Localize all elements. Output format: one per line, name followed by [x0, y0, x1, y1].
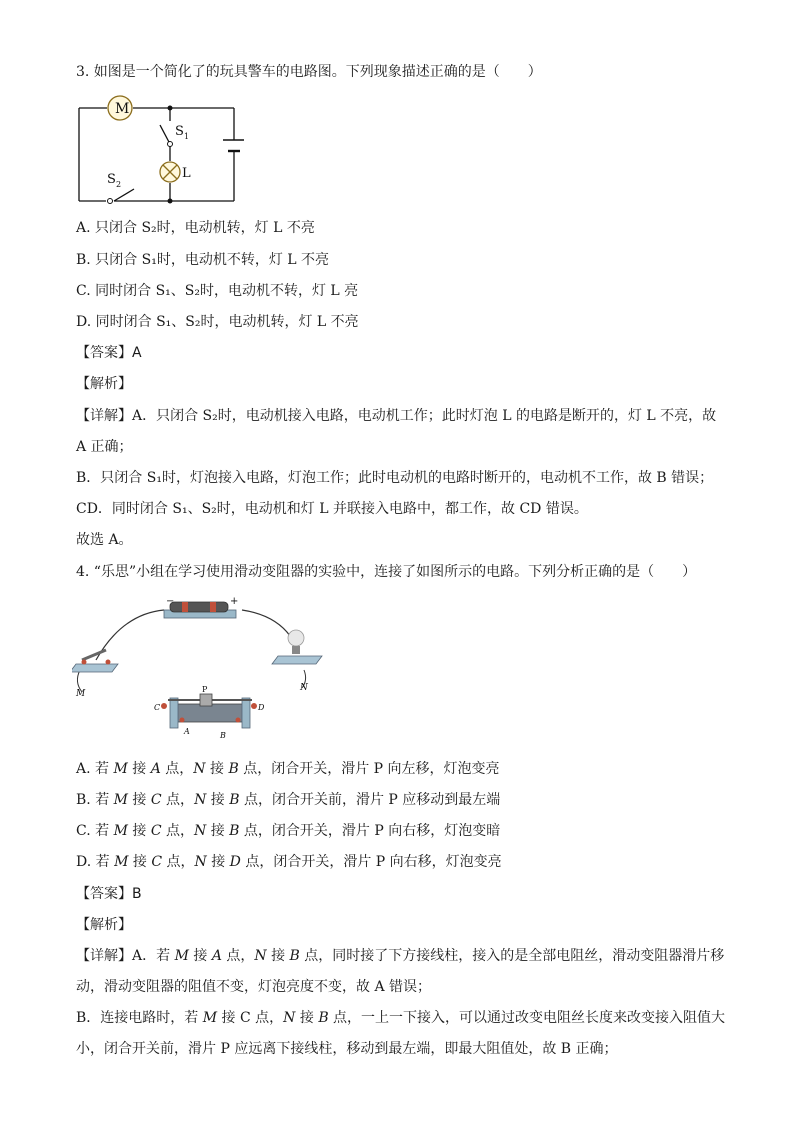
q3-detail-3: B．只闭合 S₁时，灯泡接入电路，灯泡工作；此时电动机的电路时断开的，电动机不工作，故 B 错误；	[76, 470, 714, 486]
detail-text: A．只闭合 S₂时，电动机接入电路，电动机工作；此时灯泡 L 的电路是断开的，灯 L 不亮，故	[132, 408, 717, 424]
q3-circuit-diagram	[74, 95, 244, 207]
b-label: B	[220, 731, 226, 740]
a-label: A	[184, 727, 190, 736]
answer-value: A	[132, 345, 142, 361]
n-label: N	[300, 683, 308, 693]
q3-detail-4: CD．同时闭合 S₁、S₂时，电动机和灯 L 并联接入电路中，都工作，故 CD 错误。	[76, 501, 588, 517]
q4-analysis-label: 【解析】	[76, 917, 132, 933]
q4-detail-3: B．连接电路时，若 M 接 C 点，N 接 B 点，一上一下接入，可以通过改变电阻丝长度来改变接入阻值大	[76, 1010, 726, 1026]
q4-detail-2: 动，滑动变阻器的阻值不变，灯泡亮度不变，故 A 错误；	[76, 979, 432, 995]
q3-detail-5: 故选 A。	[76, 532, 133, 548]
q3-option-b: B. 只闭合 S₁时，电动机不转，灯 L 不亮	[76, 252, 330, 268]
s1-sub-label: 1	[184, 132, 190, 141]
q4-answer	[76, 884, 142, 904]
q3-option-c: C. 同时闭合 S₁、S₂时，电动机不转，灯 L 亮	[76, 283, 359, 299]
q3-detail-2: A 正确；	[76, 439, 133, 455]
q4-option-a: A. 若 M 接 A 点，N 接 B 点，闭合开关，滑片 P 向左移，灯泡变亮	[76, 761, 500, 777]
q4-option-d: D. 若 M 接 C 点，N 接 D 点，闭合开关，滑片 P 向右移，灯泡变亮	[76, 854, 502, 870]
answer-label: 【答案】	[76, 345, 132, 361]
q4-detail-4: 小，闭合开关前，滑片 P 应远离下接线柱，移动到最左端，即最大阻值处，故 B 正确；	[76, 1041, 618, 1057]
q4-stem: 4. “乐思”小组在学习使用滑动变阻器的实验中，连接了如图所示的电路。下列分析正确的是（ ）	[76, 564, 697, 580]
detail-label: 【详解】	[76, 948, 132, 964]
q3-detail-1	[76, 406, 716, 426]
q3-option-a: A. 只闭合 S₂时，电动机转，灯 L 不亮	[76, 220, 315, 236]
answer-value: B	[132, 886, 142, 902]
q3-option-d: D. 同时闭合 S₁、S₂时，电动机转，灯 L 不亮	[76, 314, 359, 330]
q3-stem: 3. 如图是一个简化了的玩具警车的电路图。下列现象描述正确的是（ ）	[76, 64, 542, 80]
minus-sign: −	[166, 596, 175, 607]
c-label: C	[154, 703, 161, 712]
answer-label: 【答案】	[76, 886, 132, 902]
s2-sub-label: 2	[116, 180, 122, 189]
q3-analysis-label: 【解析】	[76, 376, 132, 392]
q4-apparatus-diagram	[72, 594, 332, 746]
lamp-label: L	[182, 166, 191, 181]
d-label: D	[258, 703, 265, 712]
q4-option-b: B. 若 M 接 C 点，N 接 B 点，闭合开关前，滑片 P 应移动到最左端	[76, 792, 501, 808]
q4-detail-1: 【详解】A．若 M 接 A 点，N 接 B 点，同时接了下方接线柱，接入的是全部电阻丝，滑动变阻器滑片移	[76, 948, 725, 964]
q3-answer	[76, 343, 142, 363]
q4-option-c: C. 若 M 接 C 点，N 接 B 点，闭合开关，滑片 P 向右移，灯泡变暗	[76, 823, 501, 839]
plus-sign: +	[230, 596, 239, 607]
p-label: P	[202, 685, 208, 694]
s2-label: S	[107, 172, 116, 187]
m-label: M	[76, 689, 86, 699]
s1-label: S	[175, 124, 184, 139]
motor-label: M	[115, 101, 130, 117]
detail-label: 【详解】	[76, 408, 132, 424]
